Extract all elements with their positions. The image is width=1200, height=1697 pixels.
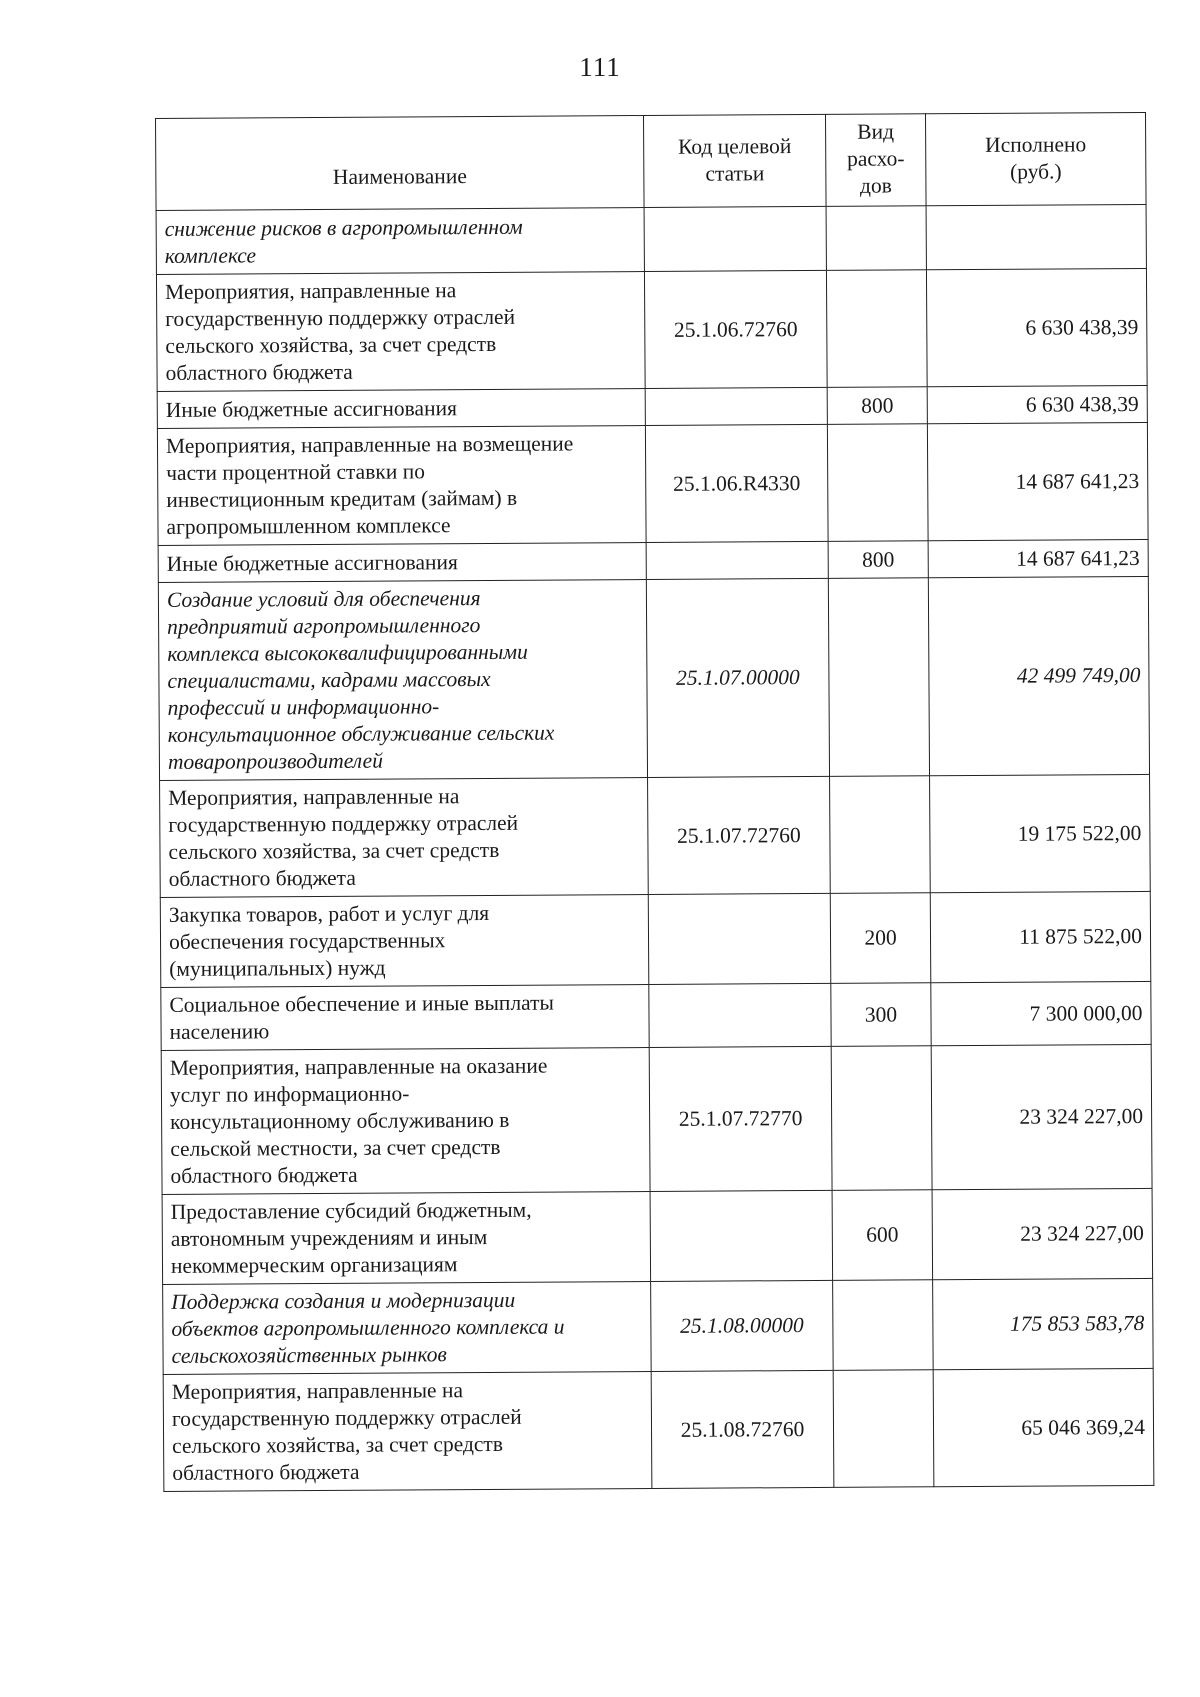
row-target-code-cell: [644, 206, 826, 271]
table-body: [156, 204, 1154, 1491]
row-expense-kind-cell: [828, 578, 929, 777]
row-target-code-cell: [648, 893, 831, 984]
row-executed-amount-cell: 11 875 522,00: [930, 891, 1151, 982]
row-expense-kind-cell: 600: [832, 1190, 933, 1281]
row-target-code-cell: [646, 541, 828, 579]
row-executed-amount-cell: 7 300 000,00: [931, 981, 1151, 1045]
row-target-code-cell: [649, 983, 831, 1047]
row-name-cell: Создание условий для обеспечения предприятий агропромышленного комплекса высококвалифицированными специалистами, кадрами массовых профессий и информационно- консультационное обслуживание сельских товаропроизводителей: [158, 580, 647, 781]
row-executed-amount-cell: 6 630 438,39: [927, 385, 1147, 423]
row-executed-amount-cell: 14 687 641,23: [928, 539, 1148, 577]
table-row: [158, 539, 1148, 582]
row-expense-kind-cell: [827, 424, 928, 542]
row-name-cell: Мероприятия, направленные на государственную поддержку отраслей сельского хозяйства, за счет средств областного бюджета: [156, 272, 645, 392]
row-name-cell: Социальное обеспечение и иные выплаты населению: [161, 984, 649, 1050]
row-target-code-cell: 25.1.07.72760: [648, 776, 831, 894]
row-expense-kind-cell: [830, 776, 931, 894]
row-executed-amount-cell: 65 046 369,24: [933, 1368, 1154, 1486]
row-executed-amount-cell: 23 324 227,00: [932, 1188, 1153, 1279]
table-row: [163, 1368, 1154, 1491]
row-expense-kind-cell: [826, 206, 926, 271]
row-executed-amount-cell: 23 324 227,00: [931, 1044, 1152, 1189]
header-executed-amount: Исполнено (руб.): [925, 112, 1146, 205]
row-name-cell: снижение рисков в агропромышленном комплексе: [156, 208, 644, 275]
row-target-code-cell: 25.1.07.00000: [646, 578, 829, 777]
table-row: [156, 204, 1146, 274]
row-executed-amount-cell: 19 175 522,00: [930, 774, 1151, 892]
row-expense-kind-cell: [833, 1370, 934, 1488]
row-target-code-cell: 25.1.06.R4330: [645, 424, 828, 542]
row-executed-amount-cell: 14 687 641,23: [927, 422, 1148, 540]
row-expense-kind-cell: [831, 1046, 932, 1191]
row-name-cell: Иные бюджетные ассигнования: [158, 543, 646, 583]
table-header-row: [156, 112, 1147, 210]
row-target-code-cell: [645, 387, 827, 425]
table-row: [158, 576, 1149, 780]
table-row: [163, 1278, 1154, 1374]
row-target-code-cell: [650, 1190, 833, 1281]
table-row: [156, 268, 1147, 391]
row-name-cell: Поддержка создания и модернизации объектов агропромышленного комплекса и сельскохозяйственных рынков: [163, 1281, 652, 1374]
row-target-code-cell: 25.1.08.72760: [651, 1370, 834, 1488]
row-target-code-cell: 25.1.07.72770: [649, 1046, 832, 1191]
budget-execution-table: [155, 112, 1154, 1492]
table-row: [161, 981, 1151, 1050]
row-name-cell: Мероприятия, направленные на государственную поддержку отраслей сельского хозяйства, за счет средств областного бюджета: [160, 778, 649, 898]
row-expense-kind-cell: 200: [830, 893, 931, 984]
row-expense-kind-cell: [826, 270, 927, 388]
table-row: [161, 1044, 1152, 1194]
row-target-code-cell: 25.1.08.00000: [651, 1280, 834, 1371]
row-name-cell: Мероприятия, направленные на возмещение части процентной ставки по инвестиционным кредитам (займам) в агропромышленном комплексе: [157, 426, 646, 546]
header-name: Наименование: [156, 116, 645, 211]
row-executed-amount-cell: 42 499 749,00: [928, 576, 1149, 775]
table-row: [157, 422, 1148, 545]
row-expense-kind-cell: 800: [828, 541, 928, 579]
row-name-cell: Закупка товаров, работ и услуг для обеспечения государственных (муниципальных) нужд: [160, 895, 649, 988]
row-expense-kind-cell: 800: [827, 387, 927, 425]
row-name-cell: Предоставление субсидий бюджетным, автономным учреждениям и иным некоммерческим организациям: [162, 1191, 651, 1284]
row-expense-kind-cell: [833, 1280, 934, 1371]
row-executed-amount-cell: [926, 204, 1146, 269]
row-expense-kind-cell: 300: [831, 983, 931, 1047]
table-row: [160, 891, 1151, 987]
row-executed-amount-cell: 175 853 583,78: [933, 1278, 1154, 1369]
row-name-cell: Мероприятия, направленные на оказание услуг по информационно- консультационному обслуживанию в сельской местности, за счет средств областного бюджета: [161, 1047, 650, 1194]
header-target-code: Код целевой статьи: [643, 114, 826, 207]
header-expense-kind: Вид расхо- дов: [825, 114, 926, 207]
table-row: [160, 774, 1151, 897]
row-name-cell: Мероприятия, направленные на государственную поддержку отраслей сельского хозяйства, за счет средств областного бюджета: [163, 1371, 652, 1491]
row-target-code-cell: 25.1.06.72760: [644, 270, 827, 388]
row-name-cell: Иные бюджетные ассигнования: [157, 389, 645, 429]
table-row: [157, 385, 1147, 428]
row-executed-amount-cell: 6 630 438,39: [926, 268, 1147, 386]
page-number: 111: [579, 52, 621, 82]
table-row: [162, 1188, 1153, 1284]
